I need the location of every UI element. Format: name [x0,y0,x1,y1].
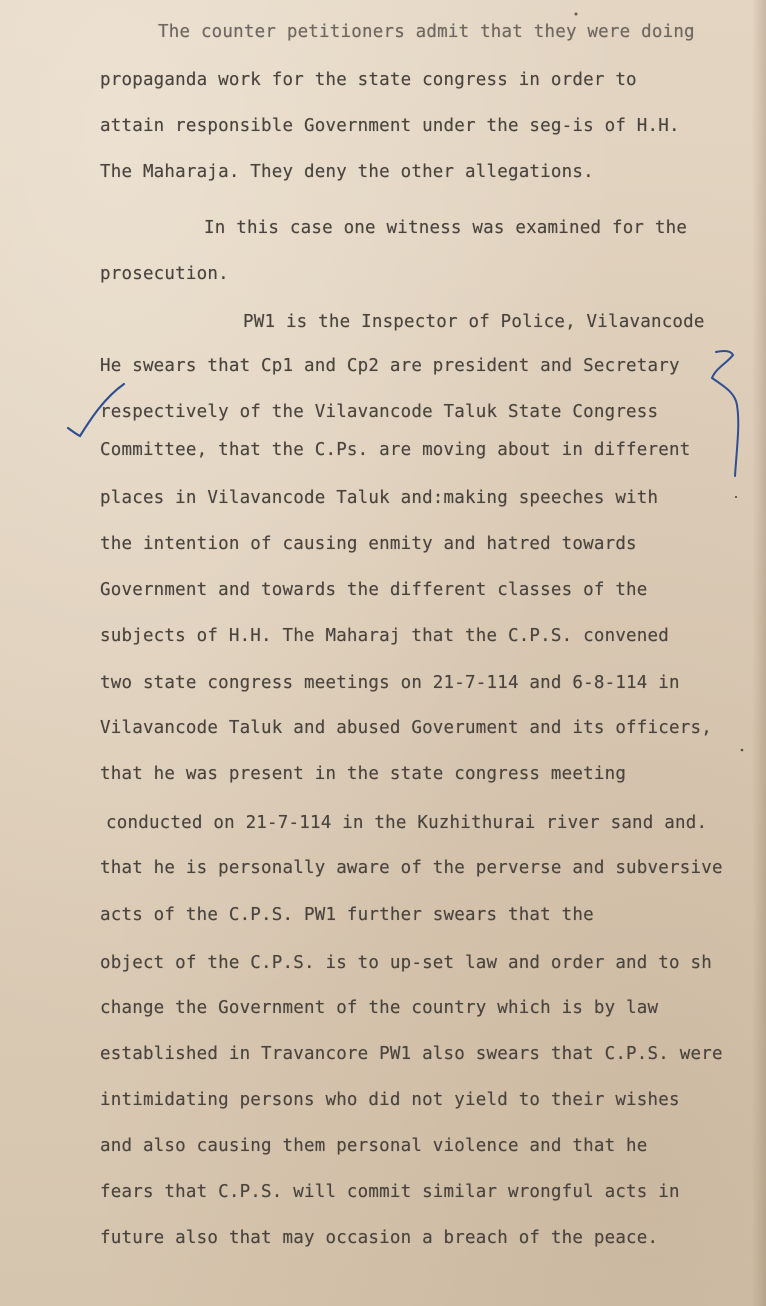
text-line: the intention of causing enmity and hatred towards [100,534,637,554]
text-line: The counter petitioners admit that they were doing [158,22,695,42]
text-line: He swears that Cp1 and Cp2 are president and Secretary [100,356,680,376]
text-line: future also that may occasion a breach of the peace. [100,1228,659,1248]
text-line: conducted on 21-7-114 in the Kuzhithurai river sand and. [106,813,708,833]
text-line: PW1 is the Inspector of Police, Vilavancode [243,312,705,332]
page-edge-shadow [752,0,766,1306]
right-bracket-icon [712,351,738,476]
text-line: Government and towards the different classes of the [100,580,648,600]
text-line: prosecution. [100,264,229,284]
text-line: that he was present in the state congress meeting [100,764,627,784]
text-line: subjects of H.H. The Maharaj that the C.P.S. convened [100,626,670,646]
text-line: and also causing them personal violence and that he [100,1136,648,1156]
ink-speck [735,496,737,498]
text-line: The Maharaja. They deny the other allegations. [100,162,594,182]
text-line: Committee, that the C.Ps. are moving about in different [100,440,691,460]
text-line: acts of the C.P.S. PW1 further swears that the [100,905,594,925]
text-line: fears that C.P.S. will commit similar wrongful acts in [100,1182,680,1202]
text-line: propaganda work for the state congress in order to [100,70,637,90]
text-line: attain responsible Government under the seg-is of H.H. [100,116,680,136]
text-line: change the Government of the country which is by law [100,998,659,1018]
text-line: that he is personally aware of the perverse and subversive [100,858,723,878]
text-line: places in Vilavancode Taluk and:making speeches with [100,488,659,508]
text-line: two state congress meetings on 21-7-114 and 6-8-114 in [100,673,680,693]
text-line: Vilavancode Taluk and abused Goverument and its officers, [100,718,712,738]
text-line: intimidating persons who did not yield to their wishes [100,1090,680,1110]
text-line: respectively of the Vilavancode Taluk State Congress [100,402,659,422]
text-line: established in Travancore PW1 also swears that C.P.S. were [100,1044,723,1064]
ink-speck [741,749,744,752]
ink-speck [575,13,578,16]
text-line: object of the C.P.S. is to up-set law and order and to sh [100,953,712,973]
text-line: In this case one witness was examined for the [204,218,688,238]
